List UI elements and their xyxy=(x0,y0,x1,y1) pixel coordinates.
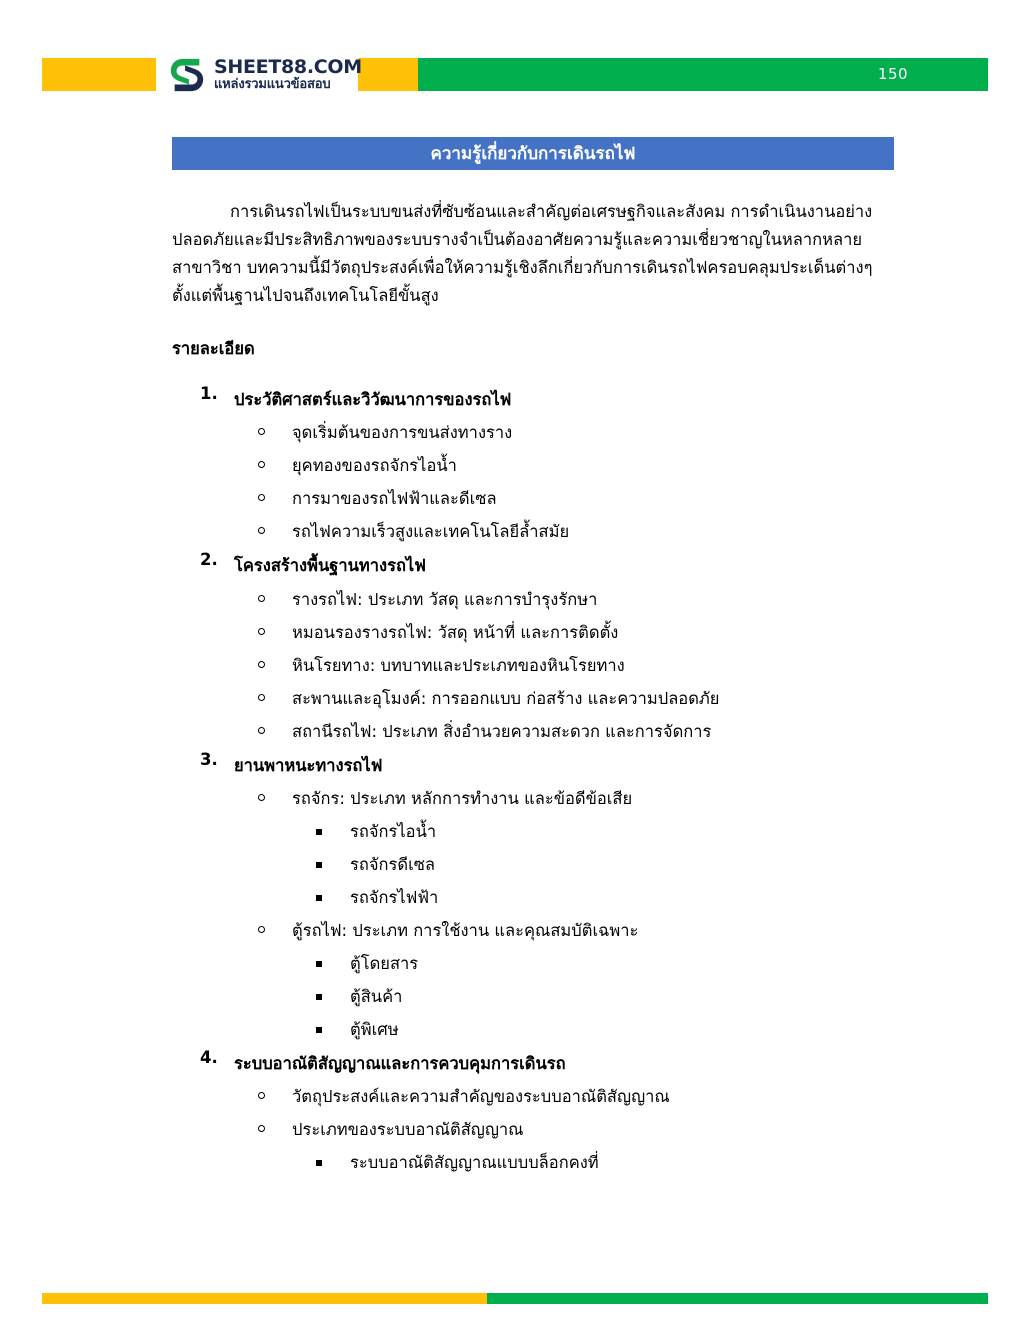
details-heading: รายละเอียด xyxy=(172,339,255,359)
outline-subsubitem-label: รถจักรไฟฟ้า xyxy=(350,887,439,907)
outline-section xyxy=(172,550,894,747)
sheet88-s-logo-icon xyxy=(168,56,206,94)
outline-sublist xyxy=(234,782,894,1046)
circle-bullet-icon xyxy=(258,428,265,435)
outline-sublist xyxy=(234,583,894,748)
outline-subitem xyxy=(234,583,894,616)
square-bullet-icon xyxy=(316,961,322,967)
outline-subitem xyxy=(234,715,894,748)
outline-subsubitem xyxy=(292,881,894,914)
outline-subitem-label: สถานีรถไฟ: ประเภท สิ่งอำนวยความสะดวก และการจัดการ xyxy=(292,721,712,741)
circle-bullet-icon xyxy=(258,926,265,933)
outline-subitem xyxy=(234,914,894,1046)
header-yellow-bar-right xyxy=(355,58,418,91)
circle-bullet-icon xyxy=(258,661,265,668)
footer-yellow-bar xyxy=(42,1293,487,1304)
footer-green-bar xyxy=(487,1293,988,1304)
square-bullet-icon xyxy=(316,895,322,901)
outline-section-title: ระบบอาณัติสัญญาณและการควบคุมการเดินรถ xyxy=(234,1053,566,1073)
outline-subsubitem-label: ตู้สินค้า xyxy=(350,986,403,1006)
outline-subitem-label: ประเภทของระบบอาณัติสัญญาณ xyxy=(292,1119,524,1139)
outline-subitem xyxy=(234,416,894,449)
outline-section-title: โครงสร้างพื้นฐานทางรถไฟ xyxy=(234,556,426,576)
outline-subsubitem-label: ตู้พิเศษ xyxy=(350,1019,399,1039)
outline-section-title: ประวัติศาสตร์และวิวัฒนาการของรถไฟ xyxy=(234,390,512,410)
outline-subsubitem xyxy=(292,848,894,881)
square-bullet-icon xyxy=(316,1027,322,1033)
outline-section xyxy=(172,1048,894,1179)
circle-bullet-icon xyxy=(258,1092,265,1099)
outline-subitem-label: รางรถไฟ: ประเภท วัสดุ และการบำรุงรักษา xyxy=(292,589,598,609)
outline-subitem-label: หมอนรองรางรถไฟ: วัสดุ หน้าที่ และการติดตั้ง xyxy=(292,622,619,642)
outline-subsubitem xyxy=(292,1146,894,1179)
outline-subitem xyxy=(234,782,894,914)
outline-subitem xyxy=(234,1113,894,1179)
document-body xyxy=(172,198,894,1181)
page-number: 150 xyxy=(877,65,909,83)
outline-list xyxy=(172,384,894,1179)
outline-number-marker: 2. xyxy=(200,550,218,570)
outline-subsubitem-label: ระบบอาณัติสัญญาณแบบบล็อกคงที่ xyxy=(350,1152,599,1172)
outline-subsublist xyxy=(292,947,894,1046)
outline-subitem-label: รถไฟความเร็วสูงและเทคโนโลยีล้ำสมัย xyxy=(292,522,570,542)
circle-bullet-icon xyxy=(258,595,265,602)
circle-bullet-icon xyxy=(258,794,265,801)
outline-subsubitem xyxy=(292,1013,894,1046)
outline-sublist xyxy=(234,1080,894,1179)
outline-subitem xyxy=(234,1080,894,1113)
intro-paragraph: การเดินรถไฟเป็นระบบขนส่งที่ซับซ้อนและสำคัญต่อเศรษฐกิจและสังคม การดำเนินงานอย่างปลอดภัยและมีประสิทธิภาพของระบบรางจำเป็นต้องอาศัยความรู้และความเชี่ยวชาญในหลากหลายสาขาวิชา บทความนี้มีวัตถุประสงค์เพื่อให้ความรู้เชิงลึกเกี่ยวกับการเดินรถไฟครอบคลุมประเด็นต่างๆ ตั้งแต่พื้นฐานไปจนถึงเทคโนโลยีขั้นสูง xyxy=(172,202,873,306)
outline-subitem-label: การมาของรถไฟฟ้าและดีเซล xyxy=(292,489,497,509)
outline-subitem xyxy=(234,482,894,515)
square-bullet-icon xyxy=(316,862,322,868)
outline-sublist xyxy=(234,416,894,548)
square-bullet-icon xyxy=(316,1160,322,1166)
page-title-banner: ความรู้เกี่ยวกับการเดินรถไฟ xyxy=(172,137,894,170)
logo-subtitle: แหล่งรวมแนวข้อสอบ xyxy=(214,77,331,93)
logo-title: SHEET88.COM xyxy=(214,56,362,79)
square-bullet-icon xyxy=(316,829,322,835)
outline-number-marker: 3. xyxy=(200,749,218,769)
square-bullet-icon xyxy=(316,994,322,1000)
outline-subsubitem-label: ตู้โดยสาร xyxy=(350,953,419,973)
circle-bullet-icon xyxy=(258,628,265,635)
logo-wordmark xyxy=(214,58,362,91)
outline-subitem xyxy=(234,616,894,649)
outline-subitem xyxy=(234,682,894,715)
outline-subsubitem-label: รถจักรดีเซล xyxy=(350,854,436,874)
outline-number-marker: 4. xyxy=(200,1047,218,1067)
outline-subitem xyxy=(234,515,894,548)
page-header xyxy=(0,58,1020,91)
outline-subitem-label: ตู้รถไฟ: ประเภท การใช้งาน และคุณสมบัติเฉพาะ xyxy=(292,920,639,940)
outline-section xyxy=(172,384,894,548)
outline-subsublist xyxy=(292,815,894,914)
outline-subsubitem xyxy=(292,947,894,980)
outline-subitem xyxy=(234,449,894,482)
outline-subsubitem xyxy=(292,980,894,1013)
outline-subitem-label: รถจักร: ประเภท หลักการทำงาน และข้อดีข้อเสีย xyxy=(292,788,633,808)
circle-bullet-icon xyxy=(258,1125,265,1132)
outline-section-title: ยานพาหนะทางรถไฟ xyxy=(234,755,383,775)
outline-subitem-label: หินโรยทาง: บทบาทและประเภทของหินโรยทาง xyxy=(292,655,625,675)
circle-bullet-icon xyxy=(258,461,265,468)
outline-subitem-label: สะพานและอุโมงค์: การออกแบบ ก่อสร้าง และความปลอดภัย xyxy=(292,688,720,708)
outline-subitem-label: วัตถุประสงค์และความสำคัญของระบบอาณัติสัญญาณ xyxy=(292,1086,670,1106)
outline-subsublist xyxy=(292,1146,894,1179)
outline-number-marker: 1. xyxy=(200,384,218,404)
outline-section xyxy=(172,750,894,1046)
page-footer xyxy=(0,1293,1020,1304)
circle-bullet-icon xyxy=(258,694,265,701)
outline-subsubitem xyxy=(292,815,894,848)
circle-bullet-icon xyxy=(258,527,265,534)
outline-subitem-label: ยุคทองของรถจักรไอน้ำ xyxy=(292,456,457,476)
outline-subitem-label: จุดเริ่มต้นของการขนส่งทางราง xyxy=(292,423,513,443)
outline-subitem xyxy=(234,649,894,682)
header-yellow-bar-left xyxy=(42,58,156,91)
circle-bullet-icon xyxy=(258,494,265,501)
circle-bullet-icon xyxy=(258,727,265,734)
outline-subsubitem-label: รถจักรไอน้ำ xyxy=(350,821,437,841)
site-logo xyxy=(168,52,362,98)
